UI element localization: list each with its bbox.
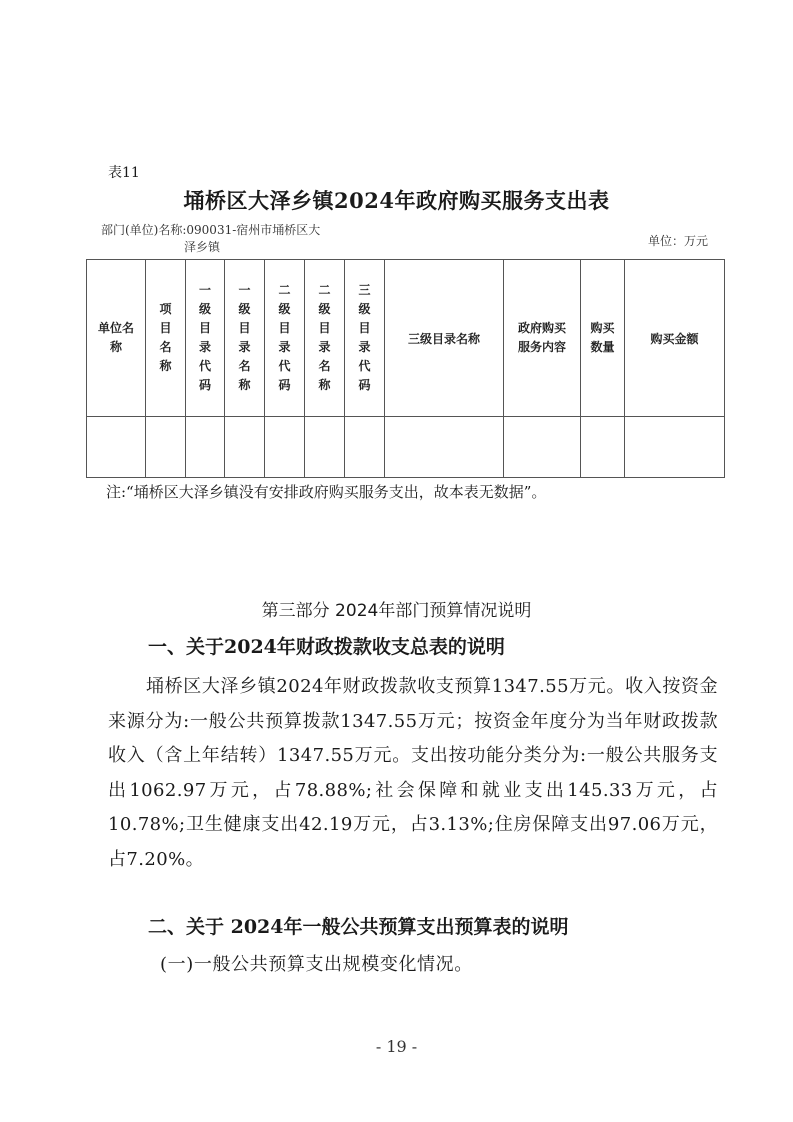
- table-number-label: 表11: [108, 165, 140, 181]
- column-header: [581, 260, 625, 417]
- column-header: [385, 260, 504, 417]
- table-cell: [305, 417, 345, 478]
- subheading: (一)一般公共预算支出规模变化情况。: [160, 954, 473, 975]
- column-header-label: 单位名称: [97, 321, 134, 354]
- table-title: 埇桥区大泽乡镇2024年政府购买服务支出表: [183, 188, 610, 213]
- column-header-label: 购买数量: [590, 321, 615, 354]
- table-cell: [345, 417, 385, 478]
- department-label: 部门(单位)名称:090031-宿州市埇桥区大: [101, 223, 321, 237]
- column-header-label: 三级目录名称: [407, 331, 480, 346]
- heading-two: 二、关于 2024年一般公共预算支出预算表的说明: [148, 916, 569, 938]
- column-header: [305, 260, 345, 417]
- column-header-label: 二级目录代码: [278, 283, 291, 392]
- column-header-label: 政府购买服务内容: [517, 321, 566, 354]
- unit-label: 单位：万元: [648, 234, 709, 248]
- heading-one: 一、关于2024年财政拨款收支总表的说明: [148, 636, 505, 658]
- column-header: [146, 260, 186, 417]
- column-header: [625, 260, 725, 417]
- body-paragraph: 埇桥区大泽乡镇2024年财政拨款收支预算1347.55万元。收入按资金来源分为:一般公共预算拨款1347.55万元；按资金年度分为当年财政拨款收入（含上年结转）1347.55万元。支出按功能分类分为:一般公共服务支出1062.97万元，占78.88%;社会保障和就业支出145.33万元，占10.78%;卫生健康支出42.19万元，占3.13%;住房保障支出97.06万元，占7.20%。: [108, 676, 718, 870]
- column-header-label: 一级目录名称: [238, 283, 251, 392]
- table-cell: [385, 417, 504, 478]
- table-cell: [265, 417, 305, 478]
- column-header: [345, 260, 385, 417]
- table-note: 注:“埇桥区大泽乡镇没有安排政府购买服务支出，故本表无数据”。: [106, 483, 547, 501]
- page-number: - 19 -: [375, 1037, 418, 1056]
- column-header-label: 项目名称: [159, 302, 172, 373]
- table-cell: [225, 417, 265, 478]
- column-header-label: 三级目录代码: [358, 283, 371, 392]
- column-header: [265, 260, 305, 417]
- column-header: [225, 260, 265, 417]
- table-row-empty: [87, 417, 725, 478]
- column-header-label: 二级目录名称: [318, 283, 331, 392]
- table-header-row: [87, 260, 725, 417]
- table-cell: [581, 417, 625, 478]
- column-header: [87, 260, 146, 417]
- table-cell: [625, 417, 725, 478]
- column-header-label: 一级目录代码: [198, 283, 211, 392]
- table-cell: [146, 417, 186, 478]
- table-cell: [87, 417, 146, 478]
- section-title: 第三部分 2024年部门预算情况说明: [261, 601, 532, 621]
- column-header: [186, 260, 225, 417]
- column-header-label: 购买金额: [650, 331, 699, 346]
- column-header: [504, 260, 581, 417]
- department-label-continued: 泽乡镇: [184, 240, 221, 254]
- table-cell: [186, 417, 225, 478]
- purchase-services-table: [86, 259, 725, 478]
- table-cell: [504, 417, 581, 478]
